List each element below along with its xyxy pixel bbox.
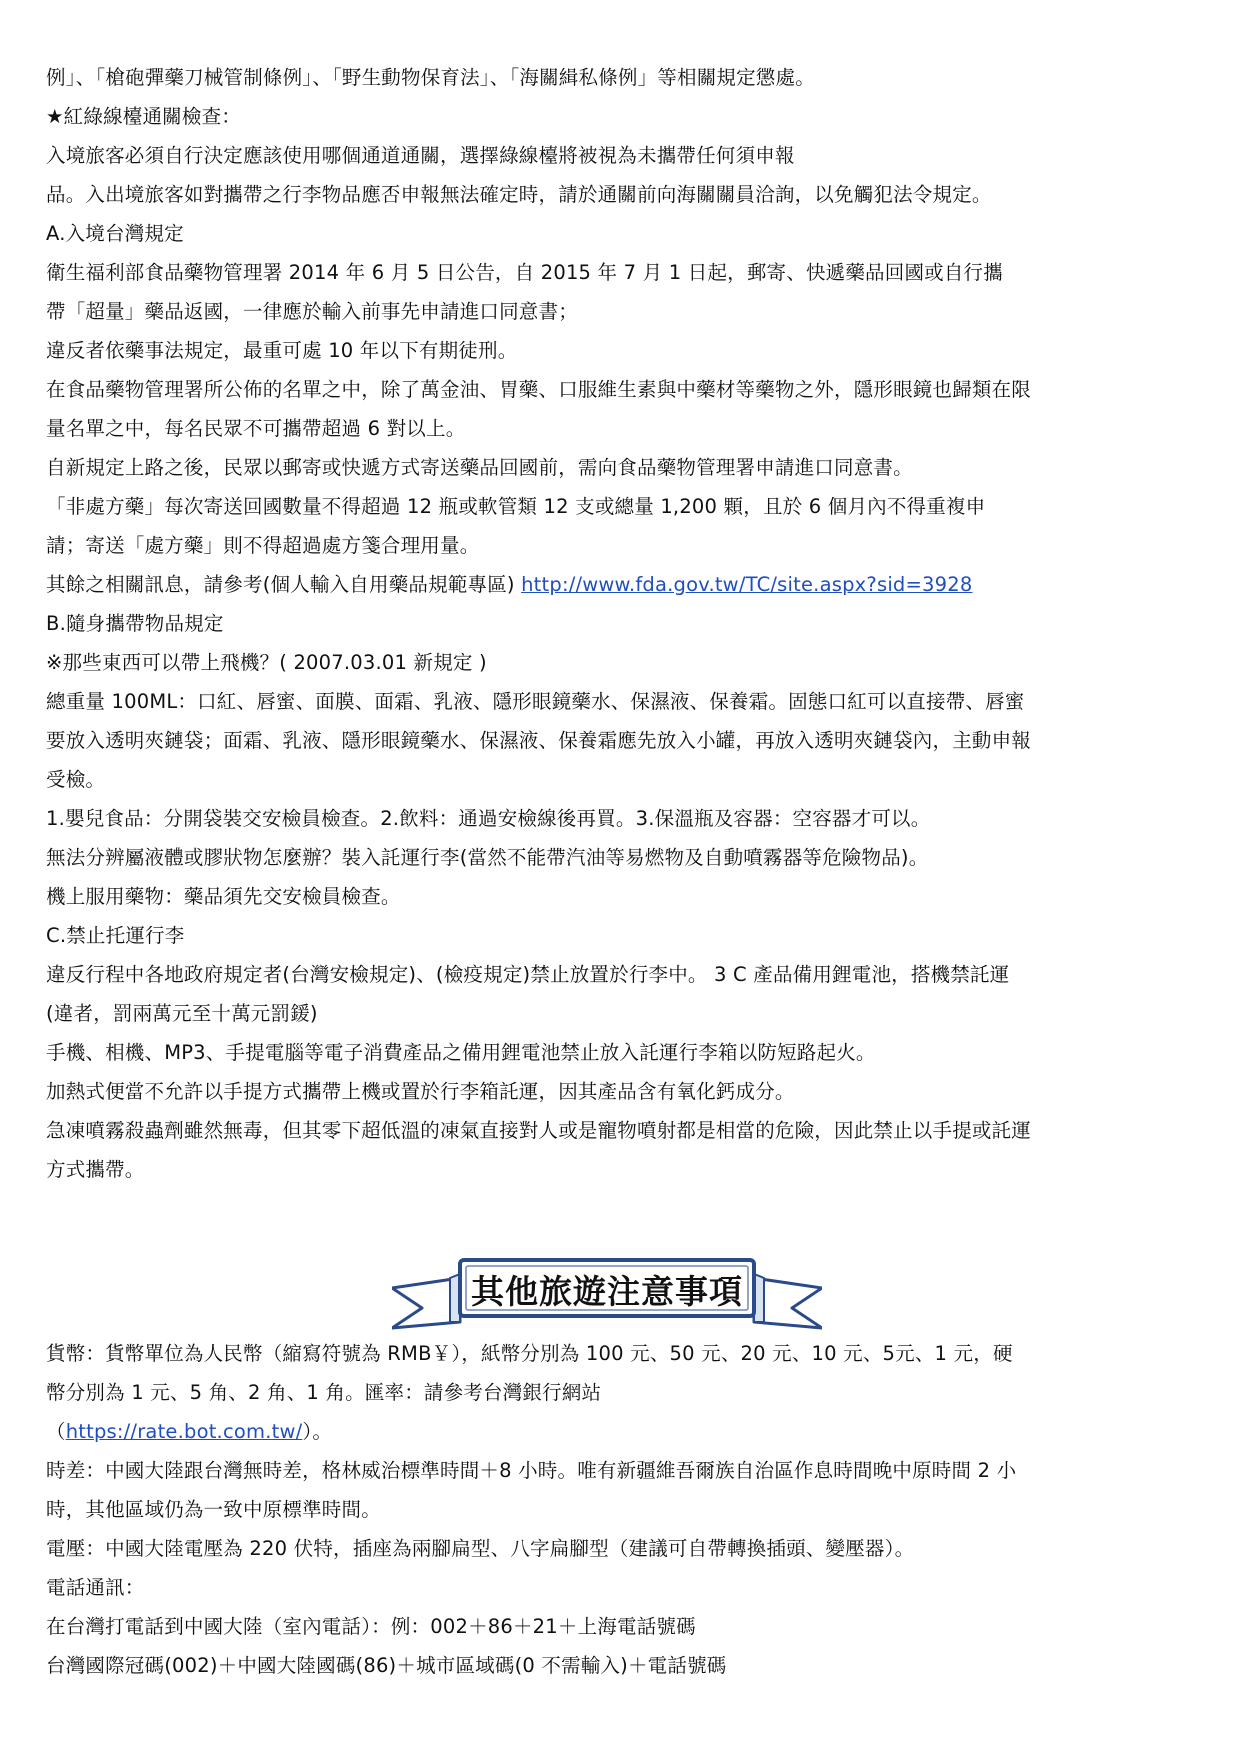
text-line: 幣分別為 1 元、5 角、2 角、1 角。匯率：請參考台灣銀行網站 (46, 1381, 602, 1404)
text-line: 入境旅客必須自行決定應該使用哪個通道通關，選擇綠線檯將被視為未攜帶任何須申報 (46, 144, 795, 167)
bot-rate-link[interactable]: https://rate.bot.com.tw/ (65, 1420, 303, 1443)
text-line: 急凍噴霧殺蟲劑雖然無毒，但其零下超低溫的凍氣直接對人或是寵物噴射都是相當的危險，因此禁止以手提或託運 (46, 1119, 1032, 1142)
text-line: 受檢。 (46, 768, 106, 791)
text-line: 例」、「槍砲彈藥刀械管制條例」、「野生動物保育法」、「海關緝私條例」等相關規定懲處。 (46, 66, 815, 89)
text-line: 衛生福利部食品藥物管理署 2014 年 6 月 5 日公告，自 2015 年 7 月 1 日起，郵寄、快遞藥品回國或自行攜 (46, 261, 1003, 284)
text-line: ※那些東西可以帶上飛機？( 2007.03.01 新規定 ) (46, 651, 487, 674)
section-banner (392, 1256, 822, 1334)
text-line: 帶「超量」藥品返國，一律應於輸入前事先申請進口同意書； (46, 300, 578, 323)
text-line: 加熱式便當不允許以手提方式攜帶上機或置於行李箱託運，因其產品含有氧化鈣成分。 (46, 1080, 795, 1103)
text-line: 1.嬰兒食品：分開袋裝交安檢員檢查。2.飲料：通過安檢線後再買。3.保溫瓶及容器：空容器才可以。 (46, 807, 931, 830)
text-line: 請；寄送「處方藥」則不得超過處方箋合理用量。 (46, 534, 480, 557)
banner-title: 其他旅遊注意事項 (471, 1272, 743, 1311)
text-line: 量名單之中，每名民眾不可攜帶超過 6 對以上。 (46, 417, 466, 440)
text-line: 「非處方藥」每次寄送回國數量不得超過 12 瓶或軟管類 12 支或總量 1,200 顆，且於 6 個月內不得重複申 (46, 495, 986, 518)
text-line: 時差：中國大陸跟台灣無時差，格林威治標準時間＋8 小時。唯有新疆維吾爾族自治區作息時間晚中原時間 2 小 (46, 1459, 1017, 1482)
text-line: 方式攜帶。 (46, 1158, 145, 1181)
text-line: (違者，罰兩萬元至十萬元罰鍰) (46, 1002, 318, 1025)
text-line: 品。入出境旅客如對攜帶之行李物品應否申報無法確定時，請於通關前向海關關員洽詢，以免觸犯法令規定。 (46, 183, 992, 206)
section-heading: ★紅綠線檯通關檢查： (46, 105, 241, 128)
text-line: 在台灣打電話到中國大陸（室內電話）：例：002＋86＋21＋上海電話號碼 (46, 1615, 696, 1638)
fda-link[interactable]: http://www.fda.gov.tw/TC/site.aspx?sid=3928 (521, 573, 973, 596)
text-line: 違反行程中各地政府規定者(台灣安檢規定)、(檢疫規定)禁止放置於行李中。 3 C 產品備用鋰電池，搭機禁託運 (46, 963, 1010, 986)
text-line: 時，其他區域仍為一致中原標準時間。 (46, 1498, 381, 1521)
text-line: 貨幣：貨幣單位為人民幣（縮寫符號為 RMB￥），紙幣分別為 100 元、50 元、20 元、10 元、5元、1 元，硬 (46, 1342, 1013, 1365)
open-paren: （ (46, 1420, 66, 1443)
section-heading: 電話通訊： (46, 1576, 145, 1599)
text-line: 台灣國際冠碼(002)＋中國大陸國碼(86)＋城市區域碼(0 不需輸入)＋電話號碼 (46, 1654, 727, 1677)
section-heading: B.隨身攜帶物品規定 (46, 612, 224, 635)
text-line-with-link (46, 1419, 332, 1445)
text-line: 手機、相機、MP3、手提電腦等電子消費產品之備用鋰電池禁止放入託運行李箱以防短路起火。 (46, 1041, 876, 1064)
section-heading: A.入境台灣規定 (46, 222, 184, 245)
text-line: 其餘之相關訊息，請參考(個人輸入自用藥品規範專區) (46, 573, 515, 596)
text-line: 要放入透明夾鏈袋；面霜、乳液、隱形眼鏡藥水、保濕液、保養霜應先放入小罐，再放入透明夾鏈袋內，主動申報 (46, 729, 1032, 752)
text-line: 違反者依藥事法規定，最重可處 10 年以下有期徒刑。 (46, 339, 518, 362)
text-line: 在食品藥物管理署所公佈的名單之中，除了萬金油、胃藥、口服維生素與中藥材等藥物之外，隱形眼鏡也歸類在限 (46, 378, 1032, 401)
text-line: 無法分辨屬液體或膠狀物怎麼辦？裝入託運行李(當然不能帶汽油等易燃物及自動噴霧器等危險物品)。 (46, 846, 929, 869)
text-line-with-link (46, 572, 972, 598)
section-heading: C.禁止托運行李 (46, 924, 185, 947)
text-line: 電壓：中國大陸電壓為 220 伏特，插座為兩腳扁型、八字扁腳型（建議可自帶轉換插頭、變壓器）。 (46, 1537, 915, 1560)
text-line: 自新規定上路之後，民眾以郵寄或快遞方式寄送藥品回國前，需向食品藥物管理署申請進口同意書。 (46, 456, 913, 479)
text-line: 機上服用藥物：藥品須先交安檢員檢查。 (46, 885, 401, 908)
text-line: 總重量 100ML：口紅、唇蜜、面膜、面霜、乳液、隱形眼鏡藥水、保濕液、保養霜。固態口紅可以直接帶、唇蜜 (46, 690, 1025, 713)
close-paren: ）。 (302, 1420, 333, 1443)
